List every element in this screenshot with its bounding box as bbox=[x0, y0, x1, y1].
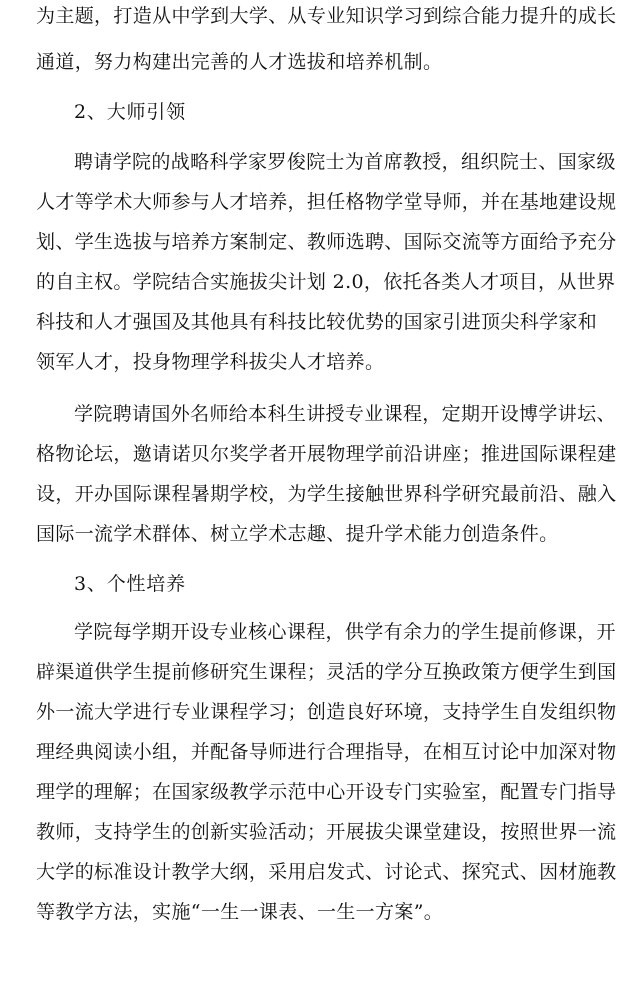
body-text-line: 教师，支持学生的创新实验活动；开展拔尖课堂建设，按照世界一流 bbox=[36, 821, 617, 843]
body-text-line: 理学的理解；在国家级教学示范中心开设专门实验室，配置专门指导 bbox=[36, 781, 617, 803]
body-text-line: 划、学生选拔与培养方案制定、教师选聘、国际交流等方面给予充分 bbox=[36, 231, 617, 253]
section-heading: 3、个性培养 bbox=[74, 573, 186, 595]
body-text-line: 为主题，打造从中学到大学、从专业知识学习到综合能力提升的成长 bbox=[36, 5, 617, 27]
body-text-line: 领军人才，投身物理学科拔尖人才培养。 bbox=[36, 351, 385, 373]
paragraph-first-line: 学院每学期开设专业核心课程，供学有余力的学生提前修课，开 bbox=[74, 621, 616, 643]
section-heading: 2、大师引领 bbox=[74, 101, 186, 123]
paragraph-first-line: 学院聘请国外名师给本科生讲授专业课程，定期开设博学讲坛、 bbox=[74, 403, 616, 425]
body-text-line: 大学的标准设计教学大纲，采用启发式、讨论式、探究式、因材施教 bbox=[36, 861, 617, 883]
body-text-line: 等教学方法，实施“一生一课表、一生一方案”。 bbox=[36, 901, 444, 923]
body-text-line: 理经典阅读小组，并配备导师进行合理指导，在相互讨论中加深对物 bbox=[36, 741, 617, 763]
body-text-line: 设，开办国际课程暑期学校，为学生接触世界科学研究最前沿、融入 bbox=[36, 483, 617, 505]
body-text-line: 的自主权。学院结合实施拔尖计划 2.0，依托各类人才项目，从世界 bbox=[36, 271, 616, 293]
body-text-line: 外一流大学进行专业课程学习；创造良好环境，支持学生自发组织物 bbox=[36, 701, 617, 723]
body-text-line: 格物论坛，邀请诺贝尔奖学者开展物理学前沿讲座；推进国际课程建 bbox=[36, 443, 617, 465]
body-text-line: 通道，努力构建出完善的人才选拔和培养机制。 bbox=[36, 51, 443, 73]
body-text-line: 国际一流学术群体、树立学术志趣、提升学术能力创造条件。 bbox=[36, 523, 559, 545]
body-text-line: 人才等学术大师参与人才培养，担任格物学堂导师，并在基地建设规 bbox=[36, 191, 617, 213]
paragraph-first-line: 聘请学院的战略科学家罗俊院士为首席教授，组织院士、国家级 bbox=[74, 151, 616, 173]
body-text-line: 辟渠道供学生提前修研究生课程；灵活的学分互换政策方便学生到国 bbox=[36, 661, 617, 683]
body-text-line: 科技和人才强国及其他具有科技比较优势的国家引进顶尖科学家和 bbox=[36, 311, 598, 333]
